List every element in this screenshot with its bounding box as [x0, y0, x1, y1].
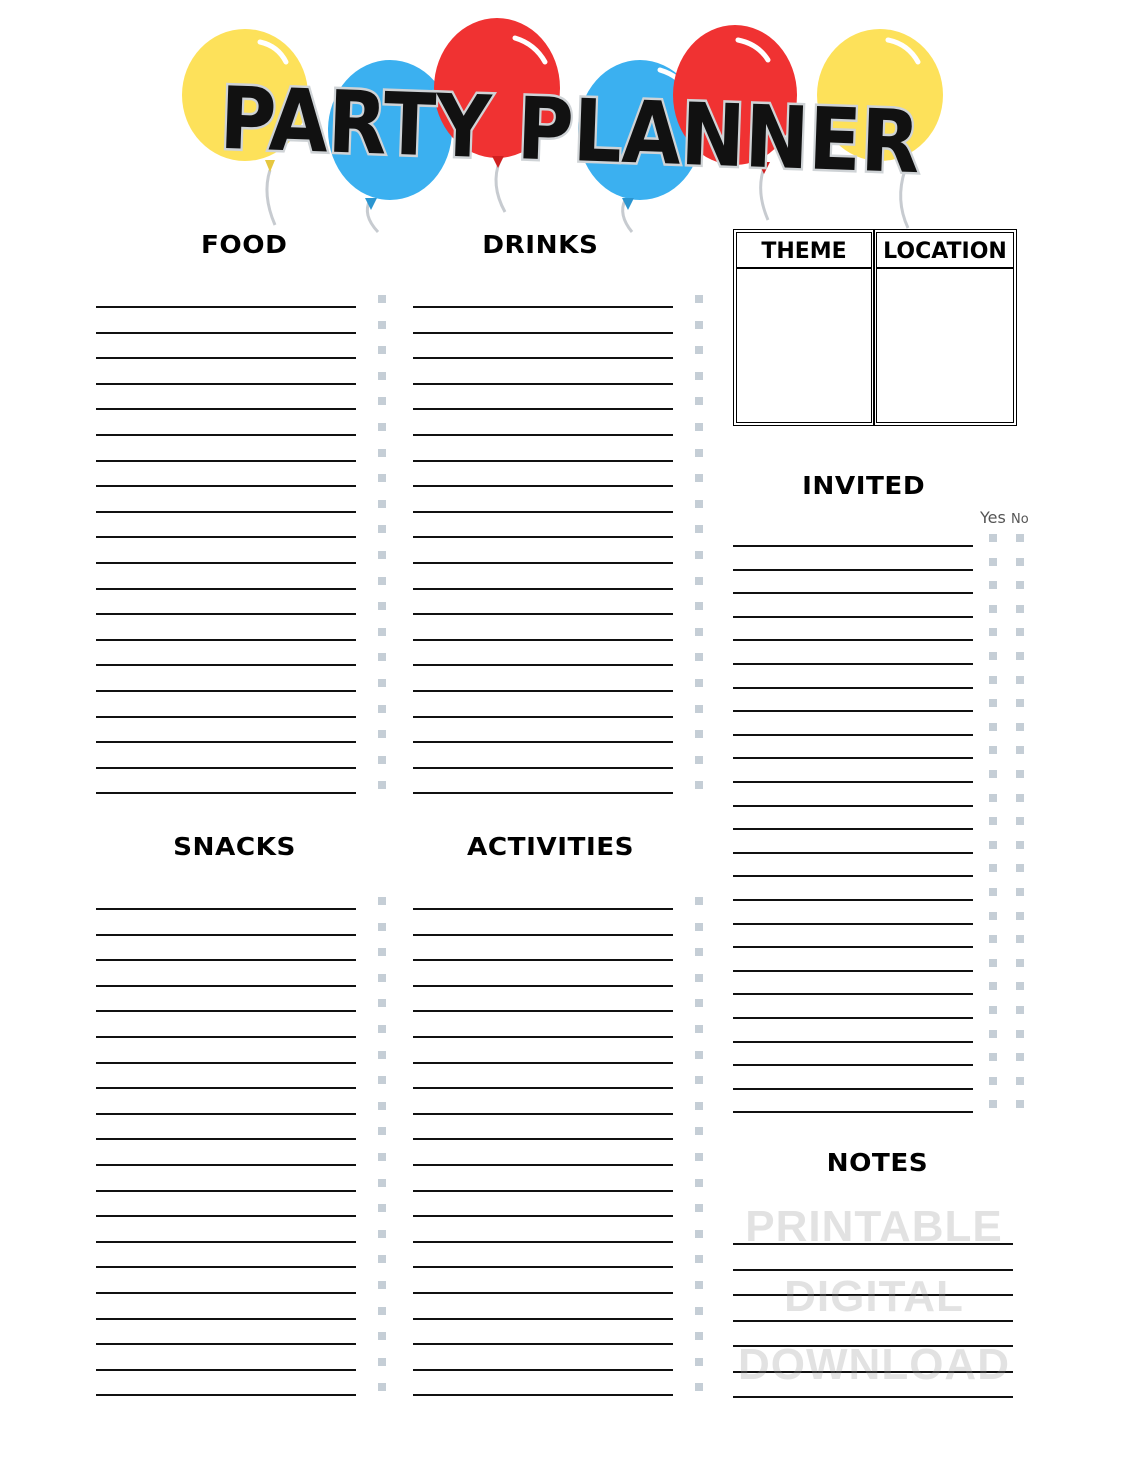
- food-line[interactable]: [96, 716, 356, 718]
- invited-checkbox[interactable]: [989, 959, 997, 967]
- invited-line[interactable]: [733, 757, 973, 759]
- invited-line[interactable]: [733, 805, 973, 807]
- food-checkbox[interactable]: [378, 295, 386, 303]
- drinks-checkbox[interactable]: [695, 321, 703, 329]
- food-checkbox[interactable]: [378, 525, 386, 533]
- food-line[interactable]: [96, 434, 356, 436]
- invited-checkbox[interactable]: [989, 1030, 997, 1038]
- yes-column-label: Yes: [980, 508, 1006, 527]
- invited-line[interactable]: [733, 828, 973, 830]
- location-box[interactable]: [873, 229, 1017, 426]
- snacks-checkbox[interactable]: [378, 923, 386, 931]
- food-line[interactable]: [96, 664, 356, 666]
- invited-checkbox[interactable]: [1016, 1006, 1024, 1014]
- activities-line[interactable]: [413, 1369, 673, 1371]
- watermark-line-3: DOWNLOAD: [738, 1340, 1010, 1389]
- invited-line[interactable]: [733, 923, 973, 925]
- food-heading: FOOD: [200, 230, 288, 259]
- invited-checkbox[interactable]: [989, 676, 997, 684]
- snacks-checkbox[interactable]: [378, 1307, 386, 1315]
- food-checkbox[interactable]: [378, 346, 386, 354]
- invited-checkbox[interactable]: [989, 888, 997, 896]
- invited-line[interactable]: [733, 946, 973, 948]
- snacks-checkbox[interactable]: [378, 1127, 386, 1135]
- snacks-checkbox[interactable]: [378, 1025, 386, 1033]
- snacks-line[interactable]: [96, 1266, 356, 1268]
- drinks-line[interactable]: [413, 741, 673, 743]
- invited-checkbox[interactable]: [989, 841, 997, 849]
- snacks-line[interactable]: [96, 1318, 356, 1320]
- theme-label: THEME: [737, 233, 871, 269]
- snacks-line[interactable]: [96, 934, 356, 936]
- notes-line[interactable]: [733, 1396, 1013, 1398]
- drinks-line[interactable]: [413, 332, 673, 334]
- invited-line[interactable]: [733, 734, 973, 736]
- snacks-line[interactable]: [96, 985, 356, 987]
- activities-checkbox[interactable]: [695, 1383, 703, 1391]
- notes-heading: NOTES: [826, 1148, 929, 1177]
- invited-checkbox[interactable]: [989, 817, 997, 825]
- drinks-checkbox[interactable]: [695, 346, 703, 354]
- invited-checkbox[interactable]: [989, 1100, 997, 1108]
- food-line[interactable]: [96, 562, 356, 564]
- invited-checkbox[interactable]: [1016, 817, 1024, 825]
- watermark-line-2: DIGITAL: [784, 1272, 964, 1321]
- food-line[interactable]: [96, 536, 356, 538]
- drinks-checkbox[interactable]: [695, 602, 703, 610]
- food-line[interactable]: [96, 511, 356, 513]
- snacks-checkbox[interactable]: [378, 1255, 386, 1263]
- drinks-checkbox[interactable]: [695, 781, 703, 789]
- drinks-line[interactable]: [413, 357, 673, 359]
- drinks-line[interactable]: [413, 511, 673, 513]
- drinks-line[interactable]: [413, 613, 673, 615]
- drinks-checkbox[interactable]: [695, 730, 703, 738]
- drinks-checkbox[interactable]: [695, 500, 703, 508]
- invited-line[interactable]: [733, 899, 973, 901]
- activities-checkbox[interactable]: [695, 897, 703, 905]
- invited-line[interactable]: [733, 569, 973, 571]
- food-checkbox[interactable]: [378, 474, 386, 482]
- snacks-line[interactable]: [96, 1062, 356, 1064]
- invited-heading: INVITED: [802, 471, 926, 500]
- theme-box[interactable]: [733, 229, 875, 426]
- drinks-checkbox[interactable]: [695, 397, 703, 405]
- invited-line[interactable]: [733, 687, 973, 689]
- activities-line[interactable]: [413, 1241, 673, 1243]
- drinks-line[interactable]: [413, 664, 673, 666]
- activities-checkbox[interactable]: [695, 1025, 703, 1033]
- activities-checkbox[interactable]: [695, 1179, 703, 1187]
- invited-line[interactable]: [733, 1041, 973, 1043]
- food-line[interactable]: [96, 332, 356, 334]
- activities-line[interactable]: [413, 1292, 673, 1294]
- invited-checkbox[interactable]: [989, 534, 997, 542]
- snacks-line[interactable]: [96, 1164, 356, 1166]
- snacks-line[interactable]: [96, 1036, 356, 1038]
- food-line[interactable]: [96, 383, 356, 385]
- activities-line[interactable]: [413, 1266, 673, 1268]
- invited-checkbox[interactable]: [989, 982, 997, 990]
- invited-checkbox[interactable]: [1016, 628, 1024, 636]
- activities-line[interactable]: [413, 1215, 673, 1217]
- drinks-line[interactable]: [413, 639, 673, 641]
- snacks-heading: SNACKS: [173, 832, 296, 861]
- snacks-checkbox[interactable]: [378, 948, 386, 956]
- watermark-line-1: PRINTABLE: [745, 1202, 1003, 1251]
- activities-checkbox[interactable]: [695, 1358, 703, 1366]
- invited-checkbox[interactable]: [1016, 746, 1024, 754]
- invited-checkbox[interactable]: [989, 581, 997, 589]
- food-checkbox[interactable]: [378, 781, 386, 789]
- snacks-checkbox[interactable]: [378, 1358, 386, 1366]
- snacks-checkbox[interactable]: [378, 1230, 386, 1238]
- snacks-line[interactable]: [96, 1292, 356, 1294]
- food-checkbox[interactable]: [378, 679, 386, 687]
- activities-checkbox[interactable]: [695, 923, 703, 931]
- snacks-line[interactable]: [96, 1343, 356, 1345]
- food-checkbox[interactable]: [378, 705, 386, 713]
- activities-line[interactable]: [413, 1138, 673, 1140]
- invited-checkbox[interactable]: [1016, 888, 1024, 896]
- activities-checkbox[interactable]: [695, 948, 703, 956]
- invited-checkbox[interactable]: [989, 1053, 997, 1061]
- snacks-checkbox[interactable]: [378, 1281, 386, 1289]
- activities-checkbox[interactable]: [695, 1204, 703, 1212]
- drinks-checkbox[interactable]: [695, 577, 703, 585]
- snacks-checkbox[interactable]: [378, 1179, 386, 1187]
- drinks-line[interactable]: [413, 716, 673, 718]
- activities-line[interactable]: [413, 1343, 673, 1345]
- invited-line[interactable]: [733, 1111, 973, 1113]
- activities-line[interactable]: [413, 1036, 673, 1038]
- drinks-checkbox[interactable]: [695, 551, 703, 559]
- activities-line[interactable]: [413, 908, 673, 910]
- food-line[interactable]: [96, 613, 356, 615]
- activities-line[interactable]: [413, 1318, 673, 1320]
- drinks-checkbox[interactable]: [695, 474, 703, 482]
- invited-line[interactable]: [733, 781, 973, 783]
- activities-line[interactable]: [413, 959, 673, 961]
- snacks-checkbox[interactable]: [378, 1332, 386, 1340]
- snacks-line[interactable]: [96, 1113, 356, 1115]
- drinks-line[interactable]: [413, 306, 673, 308]
- food-checkbox[interactable]: [378, 372, 386, 380]
- invited-line[interactable]: [733, 639, 973, 641]
- food-checkbox[interactable]: [378, 756, 386, 764]
- food-line[interactable]: [96, 741, 356, 743]
- snacks-checkbox[interactable]: [378, 1383, 386, 1391]
- activities-checkbox[interactable]: [695, 1127, 703, 1135]
- drinks-line[interactable]: [413, 767, 673, 769]
- food-line[interactable]: [96, 408, 356, 410]
- snacks-line[interactable]: [96, 1369, 356, 1371]
- snacks-checkbox[interactable]: [378, 1102, 386, 1110]
- invited-checkbox[interactable]: [1016, 652, 1024, 660]
- invited-checkbox[interactable]: [1016, 982, 1024, 990]
- invited-checkbox[interactable]: [1016, 864, 1024, 872]
- drinks-line[interactable]: [413, 536, 673, 538]
- activities-heading: ACTIVITIES: [467, 832, 635, 861]
- invited-line[interactable]: [733, 616, 973, 618]
- activities-line[interactable]: [413, 1113, 673, 1115]
- food-line[interactable]: [96, 460, 356, 462]
- drinks-line[interactable]: [413, 408, 673, 410]
- invited-line[interactable]: [733, 875, 973, 877]
- invited-checkbox[interactable]: [989, 1006, 997, 1014]
- invited-checkbox[interactable]: [1016, 605, 1024, 613]
- food-line[interactable]: [96, 792, 356, 794]
- invited-checkbox[interactable]: [1016, 534, 1024, 542]
- activities-line[interactable]: [413, 1394, 673, 1396]
- drinks-heading: DRINKS: [482, 230, 599, 259]
- activities-line[interactable]: [413, 1010, 673, 1012]
- invited-checkbox[interactable]: [1016, 1053, 1024, 1061]
- snacks-checkbox[interactable]: [378, 999, 386, 1007]
- snacks-line[interactable]: [96, 959, 356, 961]
- drinks-checkbox[interactable]: [695, 525, 703, 533]
- food-line[interactable]: [96, 306, 356, 308]
- drinks-checkbox[interactable]: [695, 372, 703, 380]
- invited-line[interactable]: [733, 852, 973, 854]
- activities-line[interactable]: [413, 985, 673, 987]
- invited-line[interactable]: [733, 710, 973, 712]
- page-title: PARTY PLANNER: [218, 68, 1010, 197]
- food-checkbox[interactable]: [378, 602, 386, 610]
- balloons-header: [0, 0, 1140, 240]
- drinks-line[interactable]: [413, 588, 673, 590]
- snacks-line[interactable]: [96, 908, 356, 910]
- activities-checkbox[interactable]: [695, 1230, 703, 1238]
- drinks-line[interactable]: [413, 460, 673, 462]
- food-checkbox[interactable]: [378, 449, 386, 457]
- invited-checkbox[interactable]: [1016, 581, 1024, 589]
- food-checkbox[interactable]: [378, 397, 386, 405]
- snacks-checkbox[interactable]: [378, 1204, 386, 1212]
- food-line[interactable]: [96, 639, 356, 641]
- invited-checkbox[interactable]: [989, 628, 997, 636]
- snacks-line[interactable]: [96, 1138, 356, 1140]
- food-line[interactable]: [96, 588, 356, 590]
- food-checkbox[interactable]: [378, 423, 386, 431]
- snacks-checkbox[interactable]: [378, 974, 386, 982]
- activities-checkbox[interactable]: [695, 1153, 703, 1161]
- activities-checkbox[interactable]: [695, 1076, 703, 1084]
- activities-line[interactable]: [413, 1062, 673, 1064]
- food-line[interactable]: [96, 485, 356, 487]
- invited-checkbox[interactable]: [989, 746, 997, 754]
- notes-line[interactable]: [733, 1269, 1013, 1271]
- food-checkbox[interactable]: [378, 653, 386, 661]
- drinks-line[interactable]: [413, 690, 673, 692]
- activities-checkbox[interactable]: [695, 999, 703, 1007]
- drinks-checkbox[interactable]: [695, 423, 703, 431]
- snacks-line[interactable]: [96, 1190, 356, 1192]
- snacks-line[interactable]: [96, 1087, 356, 1089]
- invited-checkbox[interactable]: [1016, 558, 1024, 566]
- activities-checkbox[interactable]: [695, 1332, 703, 1340]
- no-column-label: No: [1011, 512, 1029, 527]
- invited-checkbox[interactable]: [989, 605, 997, 613]
- drinks-checkbox[interactable]: [695, 756, 703, 764]
- snacks-checkbox[interactable]: [378, 1051, 386, 1059]
- drinks-checkbox[interactable]: [695, 679, 703, 687]
- drinks-line[interactable]: [413, 792, 673, 794]
- drinks-checkbox[interactable]: [695, 295, 703, 303]
- invited-checkbox[interactable]: [1016, 912, 1024, 920]
- drinks-checkbox[interactable]: [695, 705, 703, 713]
- activities-checkbox[interactable]: [695, 1102, 703, 1110]
- invited-checkbox[interactable]: [1016, 935, 1024, 943]
- snacks-checkbox[interactable]: [378, 1076, 386, 1084]
- activities-checkbox[interactable]: [695, 1281, 703, 1289]
- food-line[interactable]: [96, 357, 356, 359]
- food-checkbox[interactable]: [378, 730, 386, 738]
- food-checkbox[interactable]: [378, 500, 386, 508]
- invited-checkbox[interactable]: [989, 770, 997, 778]
- invited-checkbox[interactable]: [989, 912, 997, 920]
- food-line[interactable]: [96, 767, 356, 769]
- invited-checkbox[interactable]: [1016, 1077, 1024, 1085]
- invited-checkbox[interactable]: [1016, 794, 1024, 802]
- snacks-checkbox[interactable]: [378, 897, 386, 905]
- invited-checkbox[interactable]: [989, 864, 997, 872]
- invited-checkbox[interactable]: [989, 652, 997, 660]
- invited-checkbox[interactable]: [1016, 841, 1024, 849]
- invited-checkbox[interactable]: [989, 699, 997, 707]
- invited-checkbox[interactable]: [1016, 770, 1024, 778]
- invited-checkbox[interactable]: [1016, 723, 1024, 731]
- food-checkbox[interactable]: [378, 577, 386, 585]
- food-checkbox[interactable]: [378, 628, 386, 636]
- invited-line[interactable]: [733, 592, 973, 594]
- snacks-line[interactable]: [96, 1394, 356, 1396]
- invited-line[interactable]: [733, 1088, 973, 1090]
- snacks-line[interactable]: [96, 1241, 356, 1243]
- activities-checkbox[interactable]: [695, 1051, 703, 1059]
- drinks-checkbox[interactable]: [695, 653, 703, 661]
- invited-line[interactable]: [733, 545, 973, 547]
- drinks-line[interactable]: [413, 562, 673, 564]
- invited-checkbox[interactable]: [1016, 1030, 1024, 1038]
- food-checkbox[interactable]: [378, 321, 386, 329]
- invited-checkbox[interactable]: [989, 935, 997, 943]
- invited-line[interactable]: [733, 663, 973, 665]
- food-checkbox[interactable]: [378, 551, 386, 559]
- invited-checkbox[interactable]: [989, 723, 997, 731]
- activities-checkbox[interactable]: [695, 974, 703, 982]
- drinks-line[interactable]: [413, 383, 673, 385]
- drinks-line[interactable]: [413, 434, 673, 436]
- invited-checkbox[interactable]: [989, 1077, 997, 1085]
- invited-checkbox[interactable]: [1016, 959, 1024, 967]
- drinks-line[interactable]: [413, 485, 673, 487]
- drinks-checkbox[interactable]: [695, 449, 703, 457]
- location-label: LOCATION: [877, 233, 1013, 269]
- activities-line[interactable]: [413, 1190, 673, 1192]
- snacks-line[interactable]: [96, 1215, 356, 1217]
- food-line[interactable]: [96, 690, 356, 692]
- snacks-checkbox[interactable]: [378, 1153, 386, 1161]
- invited-checkbox[interactable]: [989, 558, 997, 566]
- activities-line[interactable]: [413, 1087, 673, 1089]
- drinks-checkbox[interactable]: [695, 628, 703, 636]
- invited-line[interactable]: [733, 1064, 973, 1066]
- invited-checkbox[interactable]: [1016, 699, 1024, 707]
- invited-line[interactable]: [733, 993, 973, 995]
- activities-line[interactable]: [413, 1164, 673, 1166]
- activities-line[interactable]: [413, 934, 673, 936]
- snacks-line[interactable]: [96, 1010, 356, 1012]
- activities-checkbox[interactable]: [695, 1307, 703, 1315]
- activities-checkbox[interactable]: [695, 1255, 703, 1263]
- invited-checkbox[interactable]: [989, 794, 997, 802]
- invited-checkbox[interactable]: [1016, 1100, 1024, 1108]
- invited-line[interactable]: [733, 1017, 973, 1019]
- invited-checkbox[interactable]: [1016, 676, 1024, 684]
- invited-line[interactable]: [733, 970, 973, 972]
